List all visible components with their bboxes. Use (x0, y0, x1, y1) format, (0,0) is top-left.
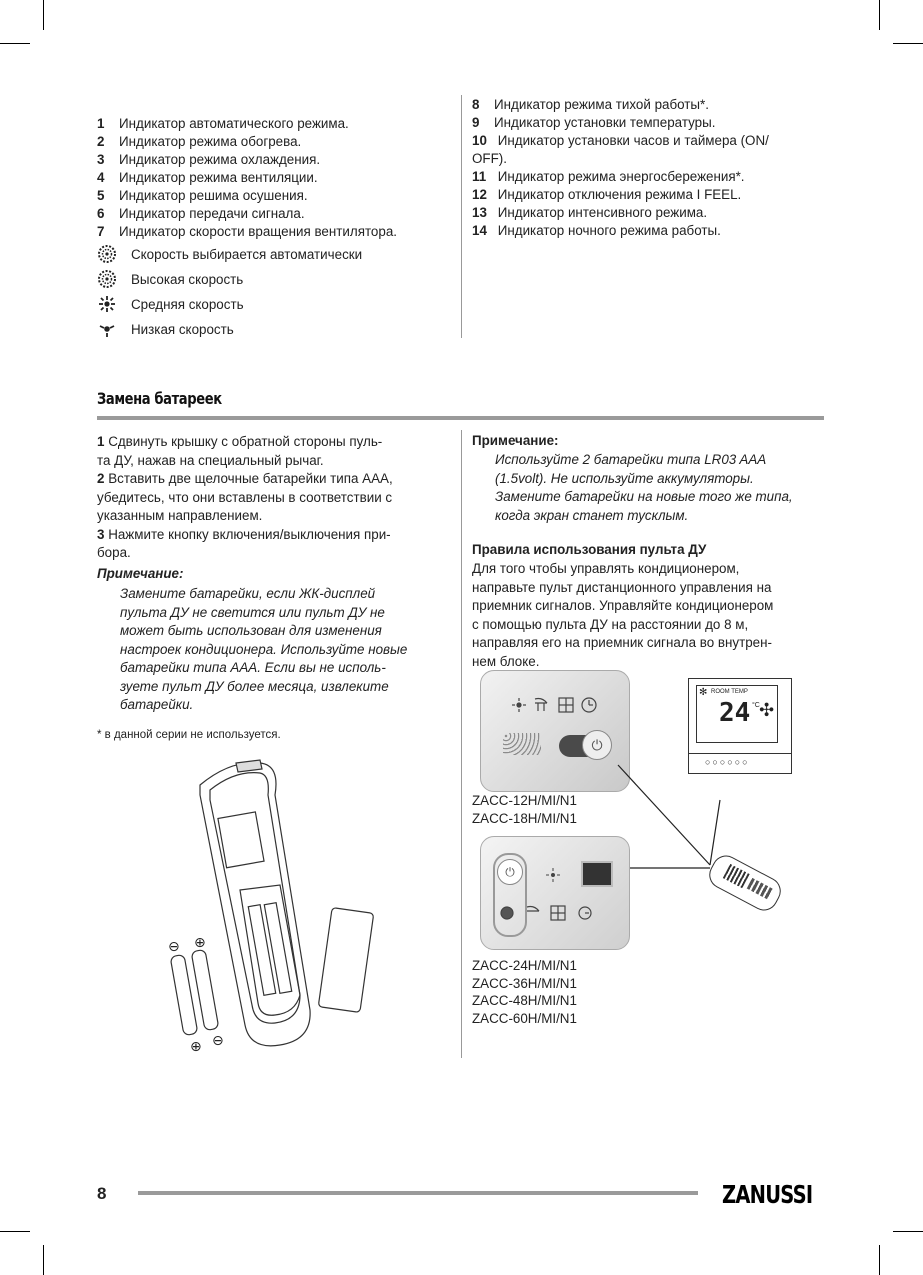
power-icon: ⏻ (582, 730, 612, 760)
crop-mark (43, 1245, 44, 1275)
fan-auto-icon (97, 244, 117, 264)
page-number: 8 (97, 1184, 107, 1203)
fan-speed-label: Высокая скорость (131, 271, 244, 287)
battery-plus-sign: ⊕ (190, 1038, 202, 1054)
battery-minus-sign: ⊖ (212, 1032, 224, 1048)
title-rule (97, 416, 824, 420)
display-unit: °C (752, 702, 760, 709)
list-item: OFF). (472, 151, 507, 166)
fan-speed-low (97, 319, 234, 339)
fan-high-icon (97, 269, 117, 289)
panel-indicator-icons (509, 695, 609, 715)
list-item: 2 Индикатор режима обогрева. (97, 134, 302, 149)
display-label: ROOM TEMP (711, 689, 748, 695)
fan-icon: ✣ (759, 700, 775, 720)
list-item: 4 Индикатор режима вентиляции. (97, 170, 318, 185)
power-icon: ⏻ (497, 859, 523, 885)
list-item: 5 Индикатор решима осушения. (97, 188, 308, 203)
rules-title: Правила использования пульта ДУ (472, 542, 707, 557)
section-title: Замена батареек (97, 389, 222, 408)
list-item: 1 Индикатор автоматического режима. (97, 116, 349, 131)
controller-buttons: ○○○○○○ (705, 757, 750, 767)
fan-speed-label: Скорость выбирается автоматически (131, 246, 363, 262)
battery-plus-sign: ⊕ (194, 934, 206, 950)
brand-logo: ZANUSSI (722, 1180, 813, 1209)
list-item: 8 Индикатор режима тихой работы*. (472, 97, 709, 112)
crop-mark (0, 43, 30, 44)
snowflake-icon: ✻ (699, 687, 708, 698)
crop-mark (0, 1231, 30, 1232)
crop-mark (43, 0, 44, 30)
note-body: Замените батарейки, если ЖК-дисплей пульта ДУ не светится или пульт ДУ не может быть использован для изменения настроек кондиционера. Используйте новые батарейки типа AAA. Если вы не исполь- зуете пульт ДУ более месяца, извлеките батарейки. (120, 586, 408, 712)
list-item: 10 Индикатор установки часов и таймера (ON/ (472, 133, 769, 148)
list-item: 14 Индикатор ночного режима работы. (472, 223, 721, 238)
model-list-1: ZACC-12H/MI/N1 ZACC-18H/MI/N1 (472, 793, 577, 826)
crop-mark (879, 1245, 880, 1275)
crop-mark (893, 1231, 923, 1232)
fan-low-icon (97, 319, 117, 339)
fan-speed-medium (97, 294, 244, 314)
display-window (581, 861, 613, 887)
panel-indicator-icons (499, 903, 609, 923)
list-item: 6 Индикатор передачи сигнала. (97, 206, 305, 221)
list-item: 9 Индикатор установки температуры. (472, 115, 716, 130)
list-item: 13 Индикатор интенсивного режима. (472, 205, 708, 220)
steps-block: 1 Сдвинуть крышку с обратной стороны пуль- та ДУ, нажав на специальный рычаг. 2 Вставить две щелочные батарейки типа AAA, убедитесь, что они вставлены в соответствии с указанным направлением. 3 Нажмите кнопку включения/выключения при- бора. (97, 434, 393, 560)
column-divider (461, 430, 462, 1058)
list-item: 7 Индикатор скорости вращения вентилятора. (97, 224, 397, 239)
model-list-2: ZACC-24H/MI/N1 ZACC-36H/MI/N1 ZACC-48H/MI/N1 ZACC-60H/MI/N1 (472, 958, 577, 1026)
note-title: Примечание: (472, 433, 559, 448)
crop-mark (879, 0, 880, 30)
rules-body: Для того чтобы управлять кондиционером, направьте пульт дистанционного управления на приемник сигналов. Управляйте кондиционером с помощью пульта ДУ на расстоянии до 8 м, направляя его на приемник сигнала во внутрен- нем блоке. (472, 561, 774, 669)
footer-rule (138, 1191, 698, 1195)
list-item: 11 Индикатор режима энергосбережения*. (472, 169, 745, 184)
note-body: Используйте 2 батарейки типа LR03 AAA (1.5volt). Не используйте аккумуляторы. Замените батарейки на новые того же типа, когда экран станет тусклым. (495, 452, 793, 523)
column-divider (461, 95, 462, 338)
fan-medium-icon (97, 294, 117, 314)
fan-speed-high (97, 269, 243, 289)
auto-mode-icon (543, 865, 563, 885)
crop-mark (893, 43, 923, 44)
controller-display (696, 685, 778, 743)
list-item: 12 Индикатор отключения режима I FEEL. (472, 187, 742, 202)
remote-battery-illustration (160, 755, 390, 1055)
indoor-panel-2 (480, 836, 630, 950)
fan-speed-label: Низкая скорость (131, 321, 234, 337)
footnote: * в данной серии не используется. (97, 729, 281, 741)
display-temp: 24 (719, 698, 751, 728)
fan-speed-auto (97, 244, 362, 264)
fan-speed-label: Средняя скорость (131, 296, 244, 312)
note-title: Примечание: (97, 566, 184, 581)
battery-minus-sign: ⊖ (168, 938, 180, 954)
list-item: 3 Индикатор режима охлаждения. (97, 152, 321, 167)
